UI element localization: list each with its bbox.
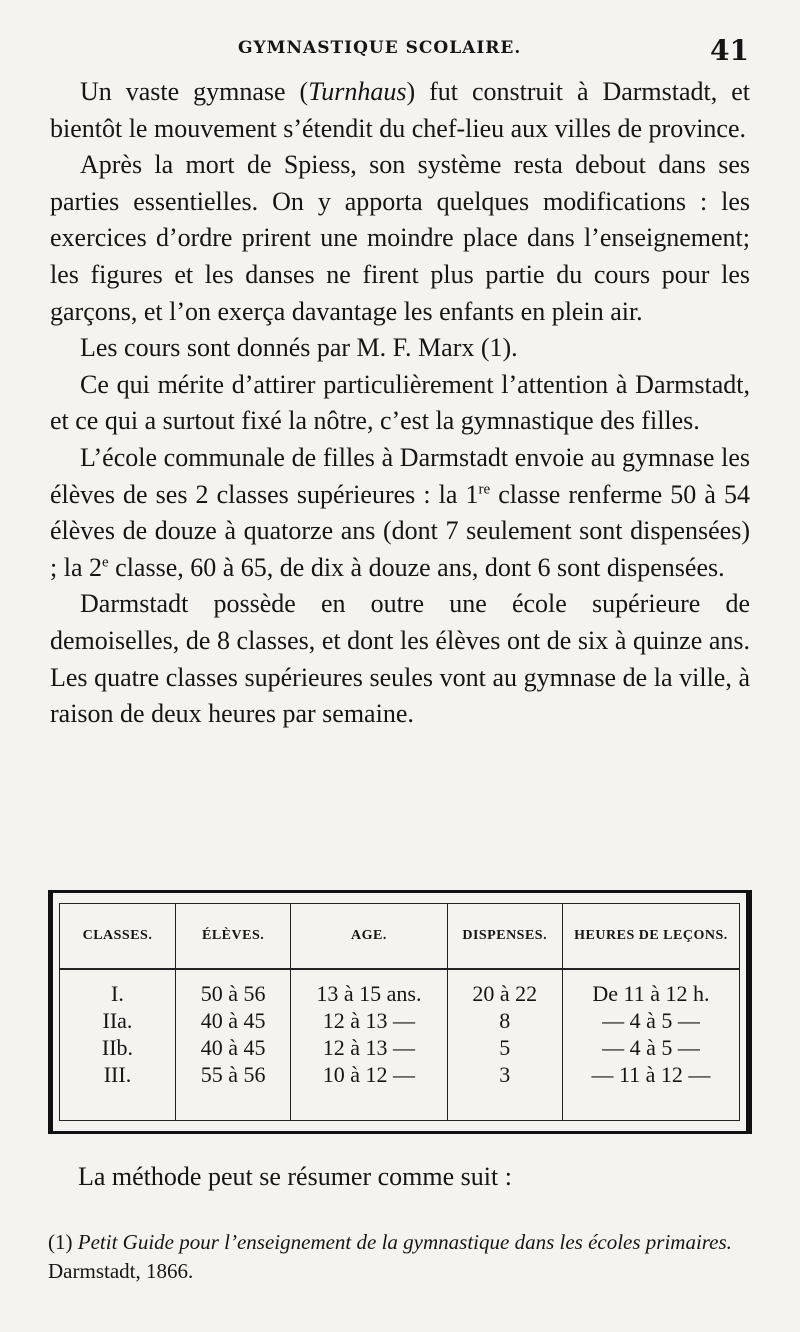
footnote-source: Darmstadt, 1866. [48, 1259, 194, 1283]
paragraph: Les cours sont donnés par M. F. Marx (1). [80, 333, 518, 363]
table-cell: — 11 à 12 — [591, 1062, 711, 1087]
running-title: GYMNASTIQUE SCOLAIRE. [238, 38, 522, 58]
table-cell: I. [111, 981, 124, 1006]
footnote-marker: (1) [48, 1230, 73, 1254]
footnote-title: Petit Guide pour l’enseignement de la gymnastique dans les écoles primaires. [77, 1230, 732, 1254]
column-header: DISPENSES. [447, 904, 562, 969]
italic-term: Turnhaus [308, 77, 407, 106]
table-cell: 50 à 56 [200, 981, 266, 1006]
column-header: ÉLÈVES. [175, 904, 290, 969]
class-schedule-table [60, 904, 739, 1120]
table-cell: — 4 à 5 — [602, 1035, 700, 1060]
table-cell: 40 à 45 [200, 1008, 266, 1033]
column-heures [562, 969, 739, 1120]
footnote [48, 1228, 752, 1286]
table-cell: 12 à 13 — [322, 1008, 416, 1033]
paragraph: Après la mort de Spiess, son système resta debout dans ses parties essentielles. On y apporta quelques modifications : les exercices d’ordre prirent une moindre place dans l’enseignement; les figures et les danses ne firent plus partie du cours pour les garçons, et l’on exerça davantage les enfants en plein air. [50, 150, 750, 326]
class-schedule-table-frame [48, 890, 752, 1134]
table-cell: 3 [499, 1062, 511, 1087]
paragraph: Darmstadt possède en outre une école supérieure de demoiselles, de 8 classes, et dont les élèves ont de six à quinze ans. Les quatre classes supérieures seules vont au gymnase de la ville, à raison de deux heures par semaine. [50, 589, 750, 729]
method-intro: La méthode peut se résumer comme suit : [78, 1162, 512, 1191]
table-body [60, 969, 739, 1120]
column-age [291, 969, 447, 1120]
table-cell: — 4 à 5 — [602, 1008, 700, 1033]
column-dispenses [447, 969, 562, 1120]
table-cell: 10 à 12 — [322, 1062, 416, 1087]
table-cell: 55 à 56 [200, 1062, 266, 1087]
table-cell: 40 à 45 [200, 1035, 266, 1060]
column-eleves [175, 969, 290, 1120]
column-classes [60, 969, 175, 1120]
page-header [0, 34, 800, 74]
table-header-row [60, 904, 739, 969]
table-cell: 13 à 15 ans. [316, 981, 422, 1006]
column-header: AGE. [291, 904, 447, 969]
table-cell: IIa. [102, 1008, 133, 1033]
column-header: HEURES DE LEÇONS. [562, 904, 739, 969]
table-cell: 20 à 22 [472, 981, 538, 1006]
table-cell: 5 [499, 1035, 511, 1060]
paragraph: Ce qui mérite d’attirer particulièrement l’attention à Darmstadt, et ce qui a surtout fixé la nôtre, c’est la gymnastique des filles. [50, 369, 750, 436]
table-cell: 12 à 13 — [322, 1035, 416, 1060]
paragraph: L’école communale de filles à Darmstadt envoie au gymnase les élèves de ses 2 classes supérieures : la 1re classe renferme 50 à 54 élèves de douze à quatorze ans (dont 7 seulement sont dispensées) ; la 2e classe, 60 à 65, de dix à douze ans, dont 6 sont dispensées. [50, 442, 750, 582]
table-cell: III. [103, 1062, 132, 1087]
paragraph: Un vaste gymnase (Turnhaus) fut construit à Darmstadt, et bientôt le mouvement s’étendit du chef-lieu aux villes de province. [50, 77, 751, 143]
page-number: 41 [710, 34, 749, 67]
column-header: CLASSES. [60, 904, 175, 969]
table-cell: IIb. [101, 1035, 134, 1060]
table-cell: De 11 à 12 h. [592, 981, 710, 1006]
table-cell: 8 [499, 1008, 511, 1033]
body-text [50, 74, 750, 733]
